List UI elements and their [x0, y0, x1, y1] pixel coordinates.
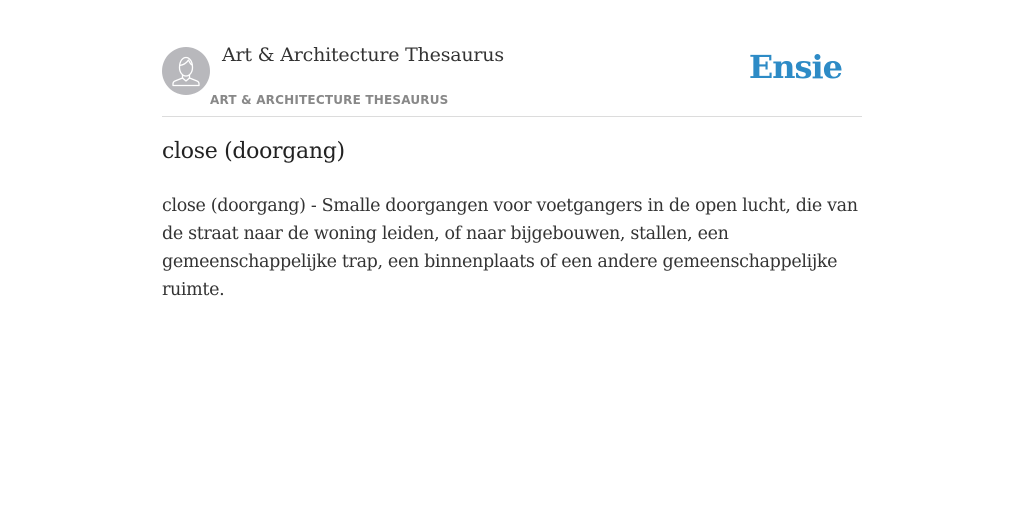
- category-link[interactable]: ART & ARCHITECTURE THESAURUS: [210, 93, 449, 107]
- user-avatar-icon[interactable]: [162, 47, 210, 95]
- article-title: close (doorgang): [162, 139, 345, 164]
- ensie-logo[interactable]: Ensie: [748, 48, 842, 86]
- author-name[interactable]: Art & Architecture Thesaurus: [222, 44, 504, 66]
- article-header: [162, 0, 862, 117]
- article-body: close (doorgang) - Smalle doorgangen voor voetgangers in de open lucht, die van de straat naar de woning leiden, of naar bijgebouwen, stallen, een gemeenschappelijke trap, een binnenplaats of een andere gemeenschappelijke ruimte.: [162, 196, 858, 300]
